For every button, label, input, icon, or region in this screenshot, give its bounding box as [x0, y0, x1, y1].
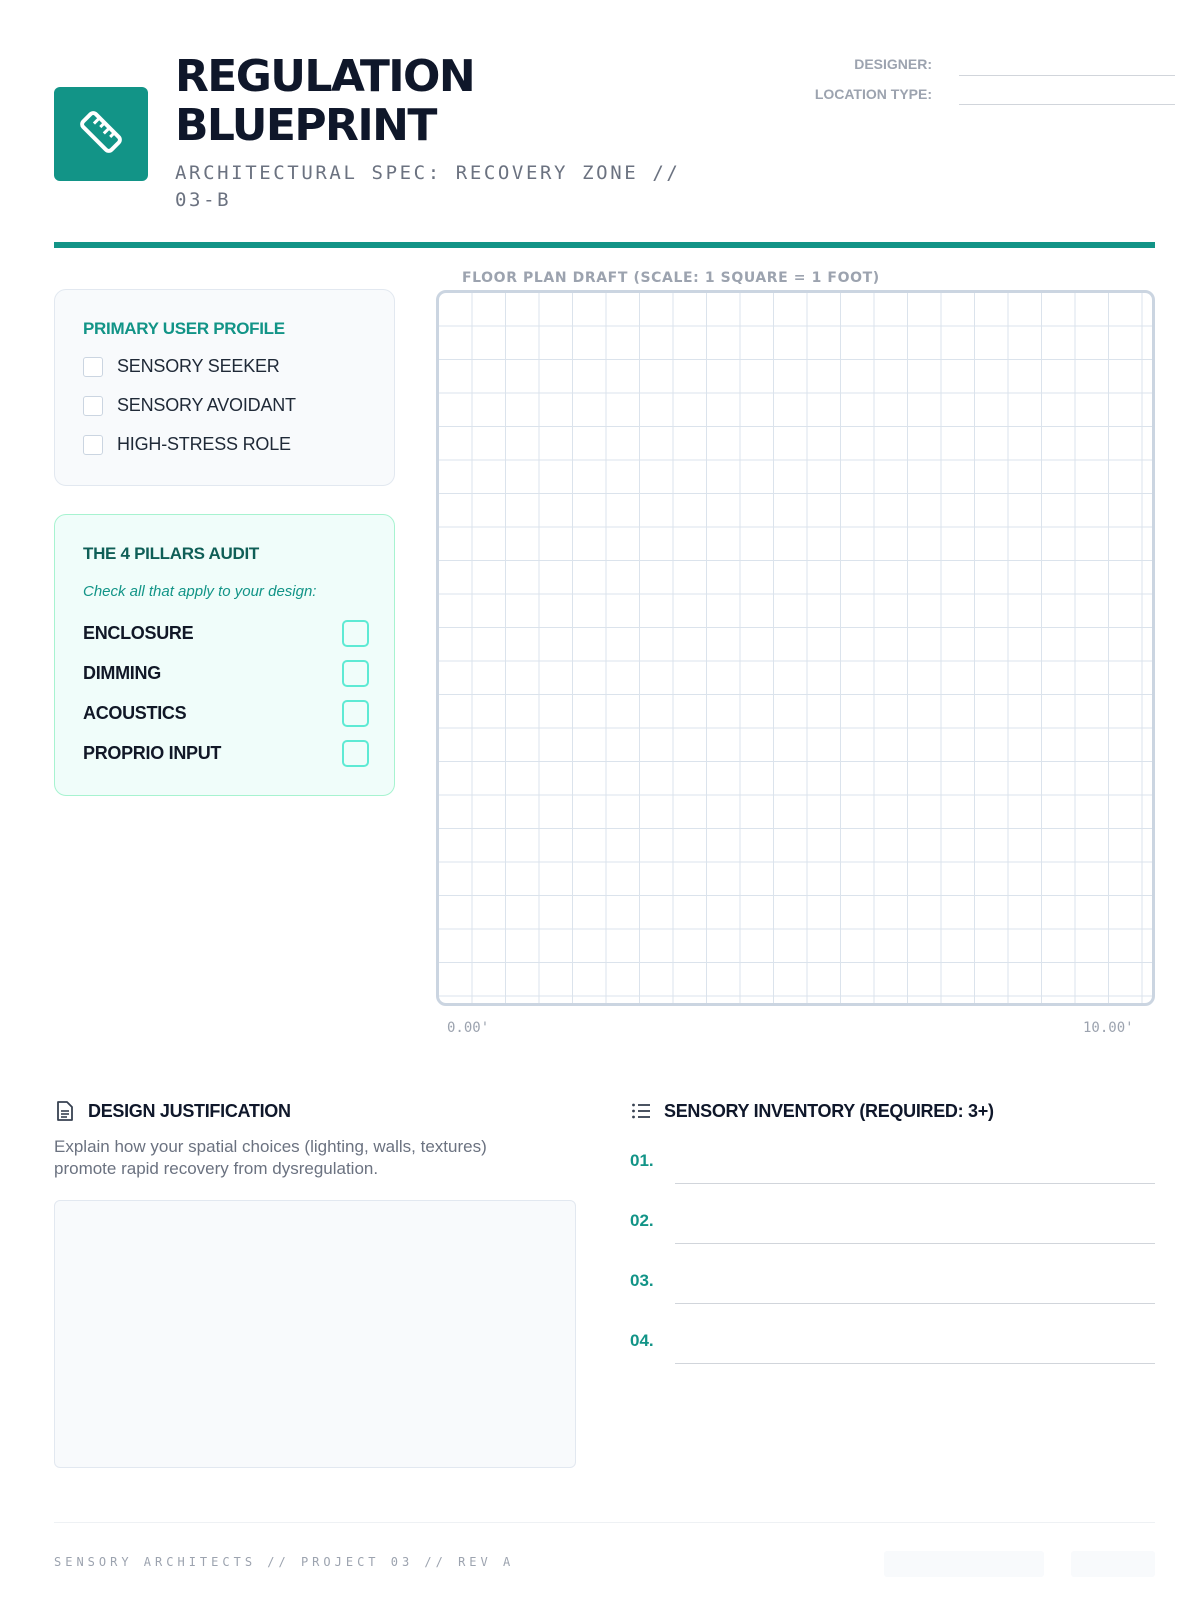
pillar-dimming[interactable] — [83, 659, 369, 687]
design-justification-heading — [54, 1100, 291, 1122]
option-label: SENSORY AVOIDANT — [117, 395, 296, 415]
pillar-label: ENCLOSURE — [83, 622, 194, 643]
inventory-item-number: 03. — [630, 1271, 654, 1290]
section-title: SENSORY INVENTORY (REQUIRED: 3+) — [664, 1100, 994, 1121]
section-title: DESIGN JUSTIFICATION — [88, 1100, 291, 1121]
inventory-item-field[interactable] — [675, 1303, 1155, 1304]
profile-option-sensory-seeker[interactable] — [83, 356, 280, 377]
ruler-icon — [73, 104, 129, 165]
inventory-item-number: 01. — [630, 1151, 654, 1170]
pillar-label: DIMMING — [83, 662, 161, 683]
option-label: SENSORY SEEKER — [117, 356, 280, 376]
inventory-item-field[interactable] — [675, 1243, 1155, 1244]
pillar-checkbox[interactable] — [342, 700, 369, 727]
title-line-1: REGULATION — [175, 51, 475, 102]
profile-option-sensory-avoidant[interactable] — [83, 395, 296, 416]
checkbox[interactable] — [83, 357, 103, 377]
document-icon — [54, 1100, 76, 1122]
pillars-card-title: THE 4 PILLARS AUDIT — [83, 544, 259, 563]
logo — [54, 87, 148, 181]
floor-plan-label: FLOOR PLAN DRAFT (SCALE: 1 SQUARE = 1 FOOT) — [462, 270, 880, 286]
pillars-instructions: Check all that apply to your design: — [83, 583, 317, 600]
sensory-inventory-heading — [630, 1100, 994, 1122]
header-divider — [54, 242, 1155, 248]
pillar-checkbox[interactable] — [342, 740, 369, 767]
profile-card-title: PRIMARY USER PROFILE — [83, 319, 285, 338]
pillar-proprio-input[interactable] — [83, 739, 369, 767]
location-type-label: LOCATION TYPE: — [814, 86, 932, 102]
page-title — [175, 52, 474, 150]
footer-placeholder — [1071, 1551, 1155, 1577]
pillar-checkbox[interactable] — [342, 660, 369, 687]
pillar-acoustics[interactable] — [83, 699, 369, 727]
pillar-enclosure[interactable] — [83, 619, 369, 647]
footer-text: SENSORY ARCHITECTS // PROJECT 03 // REV A — [54, 1555, 515, 1569]
inventory-item-field[interactable] — [675, 1363, 1155, 1364]
checkbox[interactable] — [83, 435, 103, 455]
page-subtitle: ARCHITECTURAL SPEC: RECOVERY ZONE // 03-B — [175, 162, 681, 211]
primary-user-profile-card — [54, 289, 395, 486]
option-label: HIGH-STRESS ROLE — [117, 434, 291, 454]
floor-plan-grid[interactable] — [436, 290, 1155, 1006]
list-icon — [630, 1100, 652, 1122]
title-line-2: BLUEPRINT — [175, 100, 436, 151]
checkbox[interactable] — [83, 396, 103, 416]
designer-label: DESIGNER: — [854, 56, 932, 72]
inventory-item-number: 02. — [630, 1211, 654, 1230]
floor-plan-tick-start: 0.00' — [447, 1020, 490, 1036]
pillar-label: PROPRIO INPUT — [83, 742, 222, 763]
design-justification-description: Explain how your spatial choices (lighting, walls, textures) promote rapid recovery from dysregulation. — [54, 1137, 487, 1178]
designer-field[interactable] — [959, 75, 1175, 76]
design-justification-textarea[interactable] — [54, 1200, 576, 1468]
footer-divider — [54, 1522, 1155, 1523]
inventory-item-number: 04. — [630, 1331, 654, 1350]
profile-option-high-stress-role[interactable] — [83, 434, 291, 455]
footer-placeholder — [884, 1551, 1044, 1577]
pillar-checkbox[interactable] — [342, 620, 369, 647]
pillars-audit-card — [54, 514, 395, 796]
inventory-item-field[interactable] — [675, 1183, 1155, 1184]
pillar-label: ACOUSTICS — [83, 702, 187, 723]
floor-plan-tick-end: 10.00' — [1083, 1020, 1134, 1036]
location-type-field[interactable] — [959, 104, 1175, 105]
